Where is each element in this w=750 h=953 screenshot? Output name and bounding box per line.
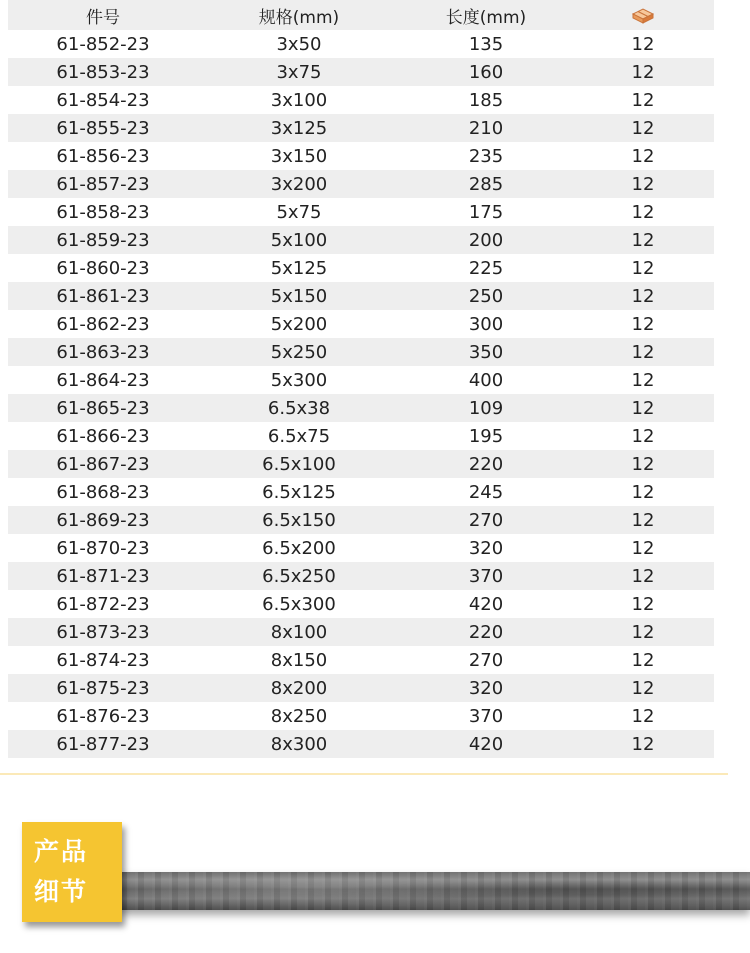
table-row	[8, 450, 714, 478]
cell-length: 250	[468, 285, 504, 307]
cell-part-number: 61-860-23	[56, 257, 150, 279]
table-row	[8, 310, 714, 338]
cell-quantity: 12	[631, 425, 655, 447]
cell-quantity: 12	[631, 593, 655, 615]
cell-length: 185	[468, 89, 504, 111]
cell-length: 195	[468, 425, 504, 447]
cell-part-number: 61-868-23	[56, 481, 150, 503]
cell-quantity: 12	[631, 369, 655, 391]
cell-length: 160	[468, 61, 504, 83]
table-row	[8, 170, 714, 198]
badge-line-1: 产品	[34, 837, 89, 866]
table-row	[8, 394, 714, 422]
spec-table	[8, 0, 714, 758]
cell-spec: 5x75	[276, 201, 322, 223]
cell-length: 420	[468, 593, 504, 615]
table-row	[8, 506, 714, 534]
cell-quantity: 12	[631, 481, 655, 503]
package-box-icon	[631, 6, 655, 24]
cell-length: 420	[468, 733, 504, 755]
table-body	[8, 30, 714, 758]
cell-length: 285	[468, 173, 504, 195]
cell-quantity: 12	[631, 257, 655, 279]
cell-spec: 8x300	[270, 733, 328, 755]
table-row	[8, 562, 714, 590]
cell-length: 175	[468, 201, 504, 223]
cell-part-number: 61-854-23	[56, 89, 150, 111]
cell-part-number: 61-856-23	[56, 145, 150, 167]
cell-length: 210	[468, 117, 504, 139]
table-row	[8, 114, 714, 142]
cell-spec: 6.5x250	[262, 565, 336, 587]
cell-part-number: 61-866-23	[56, 425, 150, 447]
cell-spec: 6.5x300	[262, 593, 336, 615]
cell-part-number: 61-871-23	[56, 565, 150, 587]
cell-quantity: 12	[631, 229, 655, 251]
cell-spec: 8x250	[270, 705, 328, 727]
cell-quantity: 12	[631, 621, 655, 643]
cell-spec: 5x300	[270, 369, 328, 391]
cell-quantity: 12	[631, 89, 655, 111]
cell-length: 350	[468, 341, 504, 363]
cell-part-number: 61-861-23	[56, 285, 150, 307]
product-details-badge	[22, 822, 122, 922]
cell-length: 220	[468, 621, 504, 643]
cell-spec: 6.5x38	[267, 397, 331, 419]
cell-length: 400	[468, 369, 504, 391]
cell-quantity: 12	[631, 705, 655, 727]
cell-spec: 6.5x200	[262, 537, 336, 559]
cell-part-number: 61-864-23	[56, 369, 150, 391]
header-part-number: 件号	[86, 7, 120, 28]
cell-quantity: 12	[631, 33, 655, 55]
cell-spec: 8x100	[270, 621, 328, 643]
cell-quantity: 12	[631, 285, 655, 307]
cell-quantity: 12	[631, 565, 655, 587]
cell-part-number: 61-869-23	[56, 509, 150, 531]
cell-spec: 3x75	[276, 61, 322, 83]
cell-part-number: 61-855-23	[56, 117, 150, 139]
table-row	[8, 478, 714, 506]
cell-length: 320	[468, 677, 504, 699]
cell-length: 235	[468, 145, 504, 167]
cell-spec: 3x100	[270, 89, 328, 111]
cell-quantity: 12	[631, 61, 655, 83]
cell-part-number: 61-865-23	[56, 397, 150, 419]
table-row	[8, 590, 714, 618]
cell-part-number: 61-863-23	[56, 341, 150, 363]
cell-quantity: 12	[631, 509, 655, 531]
product-details-section	[0, 800, 750, 953]
cell-length: 270	[468, 649, 504, 671]
table-row	[8, 366, 714, 394]
cell-quantity: 12	[631, 397, 655, 419]
cell-spec: 5x250	[270, 341, 328, 363]
cell-part-number: 61-877-23	[56, 733, 150, 755]
cell-spec: 5x200	[270, 313, 328, 335]
header-quantity	[572, 6, 714, 24]
cell-part-number: 61-874-23	[56, 649, 150, 671]
cell-length: 225	[468, 257, 504, 279]
cell-spec: 3x125	[270, 117, 328, 139]
cell-quantity: 12	[631, 649, 655, 671]
cell-quantity: 12	[631, 677, 655, 699]
cell-spec: 6.5x100	[262, 453, 336, 475]
cell-part-number: 61-873-23	[56, 621, 150, 643]
cell-part-number: 61-858-23	[56, 201, 150, 223]
cell-spec: 3x200	[270, 173, 328, 195]
cell-length: 220	[468, 453, 504, 475]
table-row	[8, 254, 714, 282]
cell-quantity: 12	[631, 341, 655, 363]
cell-length: 320	[468, 537, 504, 559]
cell-quantity: 12	[631, 173, 655, 195]
cell-part-number: 61-857-23	[56, 173, 150, 195]
table-row	[8, 702, 714, 730]
cell-quantity: 12	[631, 733, 655, 755]
table-row	[8, 618, 714, 646]
cell-length: 270	[468, 509, 504, 531]
table-row	[8, 534, 714, 562]
header-spec: 规格(mm)	[258, 7, 340, 28]
cell-length: 245	[468, 481, 504, 503]
cell-spec: 5x100	[270, 229, 328, 251]
cell-part-number: 61-875-23	[56, 677, 150, 699]
cell-part-number: 61-867-23	[56, 453, 150, 475]
cell-part-number: 61-876-23	[56, 705, 150, 727]
cell-part-number: 61-853-23	[56, 61, 150, 83]
cell-spec: 5x125	[270, 257, 328, 279]
table-header-row	[8, 0, 714, 30]
header-length: 长度(mm)	[445, 7, 527, 28]
table-row	[8, 674, 714, 702]
section-divider	[0, 773, 728, 775]
cell-spec: 6.5x125	[262, 481, 336, 503]
cell-spec: 5x150	[270, 285, 328, 307]
table-row	[8, 422, 714, 450]
cell-length: 370	[468, 565, 504, 587]
cell-quantity: 12	[631, 453, 655, 475]
cell-spec: 6.5x75	[267, 425, 331, 447]
cell-part-number: 61-870-23	[56, 537, 150, 559]
table-row	[8, 30, 714, 58]
table-row	[8, 198, 714, 226]
cell-spec: 6.5x150	[262, 509, 336, 531]
table-row	[8, 730, 714, 758]
table-row	[8, 646, 714, 674]
cell-quantity: 12	[631, 117, 655, 139]
cell-spec: 8x200	[270, 677, 328, 699]
table-row	[8, 226, 714, 254]
table-row	[8, 338, 714, 366]
table-row	[8, 58, 714, 86]
badge-line-2: 细节	[34, 877, 89, 906]
table-row	[8, 142, 714, 170]
cell-length: 135	[468, 33, 504, 55]
cell-quantity: 12	[631, 201, 655, 223]
cell-length: 200	[468, 229, 504, 251]
cell-spec: 3x150	[270, 145, 328, 167]
cell-part-number: 61-862-23	[56, 313, 150, 335]
cell-length: 109	[468, 397, 504, 419]
table-row	[8, 86, 714, 114]
stone-banner-bar	[118, 872, 750, 910]
cell-quantity: 12	[631, 313, 655, 335]
cell-part-number: 61-872-23	[56, 593, 150, 615]
cell-quantity: 12	[631, 145, 655, 167]
cell-spec: 8x150	[270, 649, 328, 671]
cell-quantity: 12	[631, 537, 655, 559]
cell-spec: 3x50	[276, 33, 322, 55]
cell-length: 300	[468, 313, 504, 335]
cell-length: 370	[468, 705, 504, 727]
cell-part-number: 61-852-23	[56, 33, 150, 55]
table-row	[8, 282, 714, 310]
cell-part-number: 61-859-23	[56, 229, 150, 251]
